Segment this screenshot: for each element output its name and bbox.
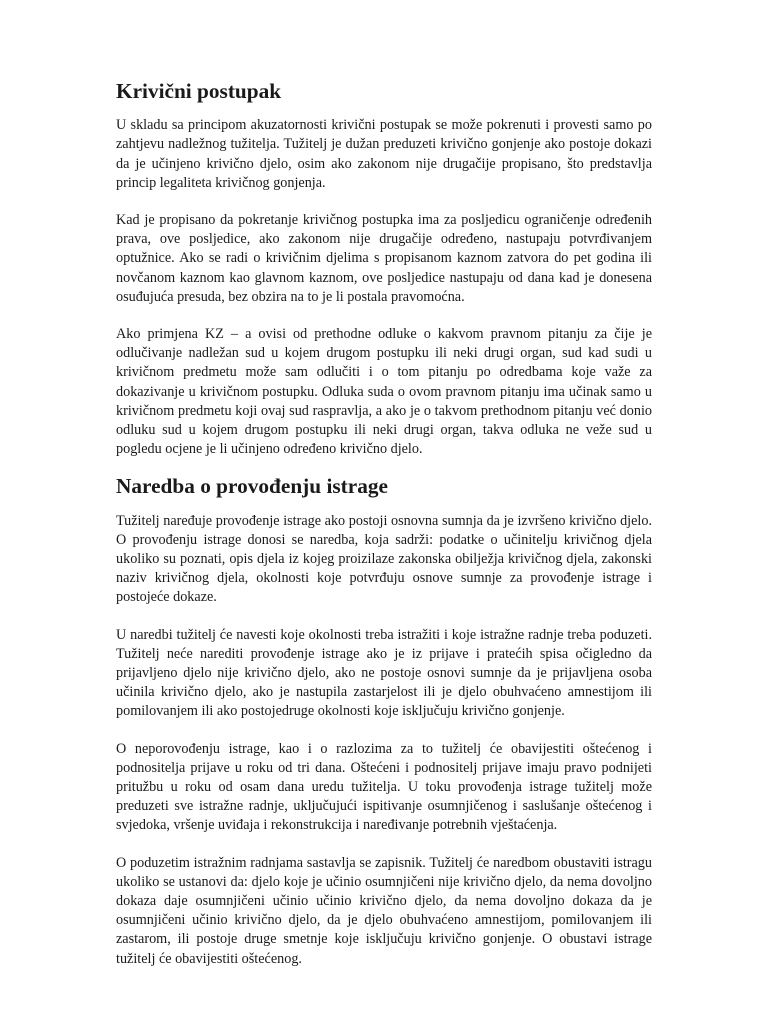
- paragraph: Kad je propisano da pokretanje krivičnog postupka ima za posljedicu ograničenje određenih prava, ove posljedice, ako zakonom nije drugačije određeno, nastupaju potvrđivanjem optužnice. Ako se radi o krivičnim djelima s propisanom kaznom zatvora do pet godina ili novčanom kaznom kao glavnom kaznom, ove posljedice nastupaju od dana kad je donesena osuđujuća presuda, bez obzira na to je li postala pravomoćna.: [116, 212, 652, 305]
- document-page: [116, 79, 652, 969]
- paragraph: Tužitelj naređuje provođenje istrage ako postoji osnovna sumnja da je izvršeno krivično djelo. O provođenju istrage donosi se naredba, koja sadrži: podatke o učinitelju krivičnog djela ukoliko su poznati, opis djela iz kojeg proizilaze zakonska obilježja krivičnog djela, zakonski naziv krivičnog djela, okolnosti koje potvrđuju osnove sumnje za provođenje istrage i postojeće dokaze.: [116, 512, 652, 606]
- paragraph: O neporovođenju istrage, kao i o razlozima za to tužitelj će obavijestiti oštećenog i podnositelja prijave u roku od tri dana. Oštećeni i podnositelj prijave imaju pravo podnijeti pritužbu u roku od osam dana uredu tužitelja. U toku provođenja istrage tužitelj može preduzeti sve istražne radnje, uključujući ispitivanje osumnjičenog i saslušanje oštećenog i svjedoka, vršenje uviđaja i rekonstrukcija i naređivanje potrebnih vještaćenja.: [116, 740, 652, 834]
- paragraph: Ako primjena KZ – a ovisi od prethodne odluke o kakvom pravnom pitanju za čije je odlučivanje nadležan sud u kojem drugom postupku ili neki drugi organ, sud kad sudi u krivičnom predmetu može sam odlučiti i o tom pitanju po odredbama koje važe za dokazivanje u krivičnom postupku. Odluka suda o ovom pravnom pitanju ima učinak samo u krivičnom predmetu koji ovaj sud raspravlja, a ako je o takvom prethodnom pitanju već donio odluku sud u kojem drugom postupku ili neki drugi organ, takva odluka ne veže sud u pogledu ocjene je li učinjeno određeno krivično djelo.: [116, 326, 652, 458]
- paragraph: O poduzetim istražnim radnjama sastavlja se zapisnik. Tužitelj će naredbom obustaviti istragu ukoliko se ustanovi da: djelo koje je učinio osumnjičeni nije krivično djelo, da nema dovoljno dokaza daje osumnjičeni učinio učinio krivično djelo, da nema dovoljno dokaza da je osumnjičeni učinio krivično djelo, da je djelo obuhvaćeno amnestijom, pomilovanjem ili zastarom, ili postoje druge smetnje koje isključuju krivično gonjenje. O obustavi istrage tužitelj će obavijestiti oštećenog.: [116, 854, 652, 967]
- section-heading: Naredba o provođenju istrage: [116, 474, 388, 499]
- paragraph: U skladu sa principom akuzatornosti krivični postupak se može pokrenuti i provesti samo po zahtjevu nadležnog tužitelja. Tužitelj je dužan preduzeti krivično gonjenje ako postoje dokazi da je učinjeno krivično djelo, osim ako zakonom nije drugačije propisano, što predstavlja princip legaliteta krivičnog gonjenja.: [116, 117, 652, 191]
- paragraph: U naredbi tužitelj će navesti koje okolnosti treba istražiti i koje istražne radnje treba poduzeti. Tužitelj neće narediti provođenje istrage ako je iz prijave i pratećih spisa očigledno da prijavljeno djelo nije krivično djelo, ako ne postoje osnovi sumnje da je prijavljena osoba učinila krivično djelo, ako je nastupila zastarjelost ili je djelo obuhvaćeno amnestijom ili pomilovanjem ili ako postojedruge okolnosti koje isključuju krivično gonjenje.: [116, 626, 652, 720]
- section-heading: Krivični postupak: [116, 79, 282, 103]
